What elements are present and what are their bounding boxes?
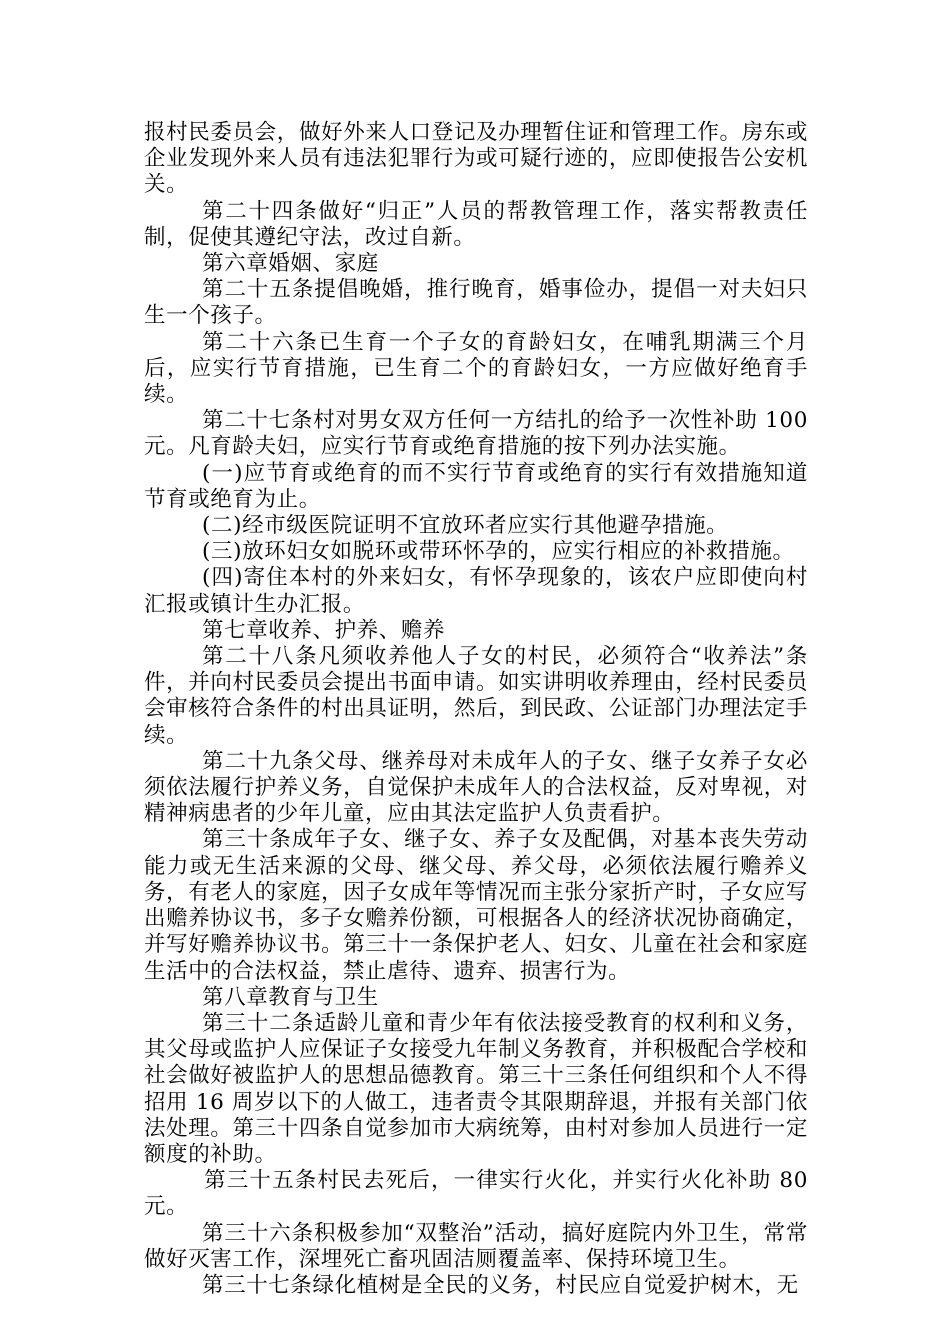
paragraph: 第二十八条凡须收养他人子女的村民，必须符合“收养法”条件，并向村民委员会提出书面申请。如实讲明收养理由，经村民委员会审核符合条件的村出具证明，然后，到民政、公证部门办理法定手续。 <box>144 644 808 748</box>
list-item: (四)寄住本村的外来妇女，有怀孕现象的，该农户应即使向村汇报或镇计生办汇报。 <box>144 565 808 617</box>
paragraph: 第三十六条积极参加“双整治”活动，搞好庭院内外卫生，常常做好灭害工作，深埋死亡畜巩固洁厕覆盖率、保持环境卫生。 <box>144 1220 808 1272</box>
list-item: (三)放环妇女如脱环或带环怀孕的，应实行相应的补救措施。 <box>202 539 795 565</box>
paragraph: 报村民委员会，做好外来人口登记及办理暂住证和管理工作。房东或企业发现外来人员有违法犯罪行为或可疑行迹的，应即使报告公安机关。 <box>144 120 808 198</box>
paragraph: 第二十七条村对男女双方任何一方结扎的给予一次性补助 100 元。凡育龄夫妇，应实行节育或绝育措施的按下列办法实施。 <box>144 408 808 460</box>
paragraph: 第三十五条村民去死后，一律实行火化，并实行火化补助 80 元。 <box>144 1168 808 1220</box>
paragraph: 第三十二条适龄儿童和青少年有依法接受教育的权利和义务，其父母或监护人应保证子女接受九年制义务教育，并积极配合学校和社会做好被监护人的思想品德教育。第三十三条任何组织和个人不得招用 16 周岁以下的人做工，违者责令其限期辞退，并报有关部门依法处理。第三十四条自觉参加市大病统筹，由村对参加人员进行一定额度的补助。 <box>144 1010 808 1167</box>
paragraph: 第二十六条已生育一个子女的育龄妇女，在哺乳期满三个月后，应实行节育措施，已生育二个的育龄妇女，一方应做好绝育手续。 <box>144 329 808 408</box>
list-item: (二)经市级医院证明不宜放环者应实行其他避孕措施。 <box>202 513 729 539</box>
list-item: (一)应节育或绝育的而不实行节育或绝育的实行有效措施知道节育或绝育为止。 <box>144 460 808 512</box>
document-page <box>144 120 808 1299</box>
chapter-heading: 第八章教育与卫生 <box>202 984 379 1010</box>
paragraph: 第二十四条做好“归正”人员的帮教管理工作，落实帮教责任制，促使其遵纪守法，改过自新。 <box>144 198 808 250</box>
paragraph: 第三十条成年子女、继子女、养子女及配偶，对基本丧失劳动能力或无生活来源的父母、继父母、养父母，必须依法履行赡养义务，有老人的家庭，因子女成年等情况而主张分家折产时，子女应写出赡养协议书，多子女赡养份额，可根据各人的经济状况协商确定，并写好赡养协议书。第三十一条保护老人、妇女、儿童在社会和家庭生活中的合法权益，禁止虐待、遗弃、损害行为。 <box>144 827 808 984</box>
chapter-heading: 第六章婚姻、家庭 <box>202 251 379 277</box>
paragraph: 第二十五条提倡晚婚，推行晚育，婚事俭办，提倡一对夫妇只生一个孩子。 <box>144 277 808 329</box>
chapter-heading: 第七章收养、护养、赡养 <box>202 617 446 643</box>
paragraph: 第三十七条绿化植树是全民的义务，村民应自觉爱护树木，无 <box>202 1272 799 1298</box>
paragraph: 第二十九条父母、继养母对未成年人的子女、继子女养子女必须依法履行护养义务，自觉保护未成年人的合法权益，反对卑视，对精神病患者的少年儿童，应由其法定监护人负责看护。 <box>144 748 808 827</box>
